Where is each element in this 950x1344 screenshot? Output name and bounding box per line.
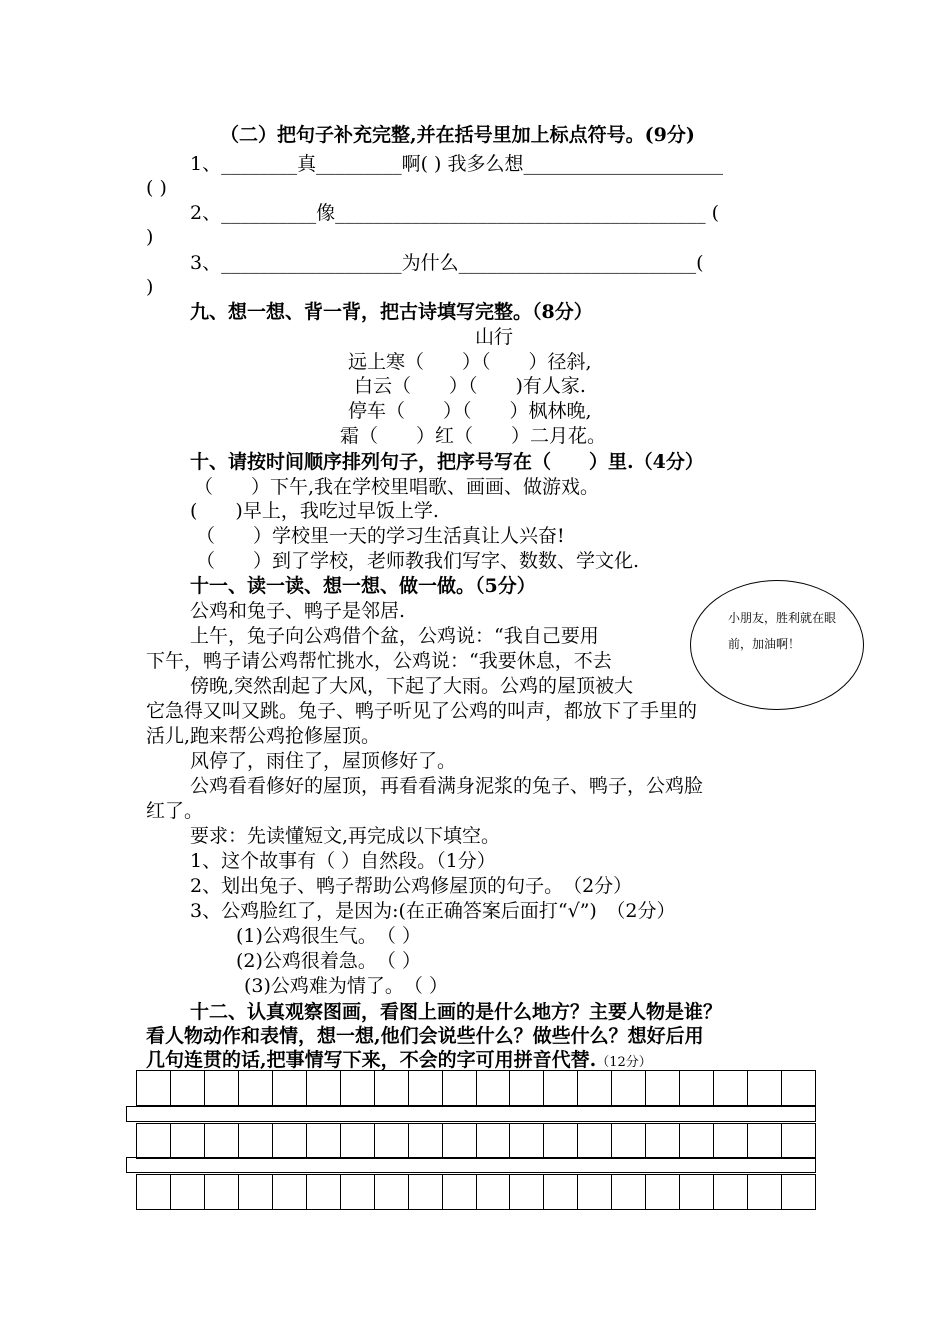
writing-grid-spacer-2	[126, 1157, 816, 1173]
writing-grid-cell[interactable]	[645, 1124, 679, 1158]
writing-grid-cell[interactable]	[340, 1175, 374, 1209]
fill-sentence-3-tail: )	[146, 276, 154, 298]
fill-sentence-2-tail: )	[146, 226, 154, 248]
writing-grid-cell[interactable]	[306, 1175, 340, 1209]
question-3: 3、公鸡脸红了，是因为:(在正确答案后面打“√”) （2分）	[190, 900, 676, 922]
question-1: 1、这个故事有（ ）自然段。（1分）	[190, 850, 496, 872]
writing-grid-cell[interactable]	[476, 1071, 510, 1105]
writing-grid-cell[interactable]	[543, 1124, 577, 1158]
writing-grid-cell[interactable]	[136, 1071, 170, 1105]
order-item-3: （ ）学校里一天的学习生活真让人兴奋!	[190, 525, 565, 547]
poem-line-2: 白云（ ）（ )有人家.	[354, 375, 586, 397]
writing-grid-cell[interactable]	[611, 1071, 645, 1105]
section-12-line-1: 十二、认真观察图画，看图上画的是什么地方？主要人物是谁？	[190, 1001, 723, 1023]
poem-line-4: 霜（ ）红（ ）二月花。	[340, 425, 607, 447]
writing-grid-cell[interactable]	[272, 1124, 306, 1158]
story-para-2a: 上午，兔子向公鸡借个盆，公鸡说：“我自己要用	[190, 625, 599, 647]
poem-line-1: 远上寒（ ）（ ）径斜,	[348, 351, 592, 373]
question-2: 2、划出兔子、鸭子帮助公鸡修屋顶的句子。 （2分）	[190, 875, 633, 897]
story-para-1: 公鸡和兔子、鸭子是邻居.	[190, 600, 406, 622]
writing-grid-cell[interactable]	[136, 1124, 170, 1158]
writing-grid-cell[interactable]	[170, 1071, 204, 1105]
writing-grid-cell[interactable]	[374, 1124, 408, 1158]
writing-grid-cell[interactable]	[238, 1071, 272, 1105]
writing-grid-cell[interactable]	[781, 1124, 816, 1158]
requirement-text: 要求：先读懂短文,再完成以下填空。	[190, 825, 501, 847]
writing-grid-cell[interactable]	[577, 1175, 611, 1209]
writing-grid-cell[interactable]	[442, 1124, 476, 1158]
story-para-3a: 傍晚,突然刮起了大风，下起了大雨。公鸡的屋顶被大	[190, 675, 634, 697]
order-item-4: （ ）到了学校，老师教我们写字、数数、学文化.	[190, 550, 640, 572]
story-para-3b: 它急得又叫又跳。兔子、鸭子听见了公鸡的叫声，都放下了手里的	[146, 700, 698, 722]
section-11-title: 十一、读一读、想一想、做一做。（5分）	[190, 575, 536, 597]
writing-grid-cell[interactable]	[442, 1175, 476, 1209]
writing-grid-cell[interactable]	[713, 1124, 747, 1158]
writing-grid-cell[interactable]	[476, 1175, 510, 1209]
writing-grid-cell[interactable]	[204, 1175, 238, 1209]
writing-grid-cell[interactable]	[645, 1175, 679, 1209]
writing-grid-cell[interactable]	[713, 1175, 747, 1209]
writing-grid-row-2[interactable]	[136, 1123, 816, 1159]
writing-grid-cell[interactable]	[611, 1175, 645, 1209]
story-para-5b: 红了。	[146, 800, 204, 822]
speech-bubble-text: 小朋友，胜利就在眼前，加油啊！	[728, 611, 837, 651]
writing-grid-cell[interactable]	[340, 1124, 374, 1158]
writing-grid-cell[interactable]	[408, 1124, 442, 1158]
writing-grid-cell[interactable]	[781, 1175, 816, 1209]
poem-line-3: 停车（ ）（ ）枫林晚,	[348, 400, 592, 422]
writing-grid-cell[interactable]	[442, 1071, 476, 1105]
writing-grid-cell[interactable]	[645, 1071, 679, 1105]
story-para-5a: 公鸡看看修好的屋顶，再看看满身泥浆的兔子、鸭子，公鸡脸	[190, 775, 704, 797]
writing-grid-cell[interactable]	[679, 1175, 713, 1209]
order-item-2: ( )早上，我吃过早饭上学.	[190, 500, 439, 522]
writing-grid-cell[interactable]	[476, 1124, 510, 1158]
option-2: (2)公鸡很着急。 （ ）	[236, 950, 421, 972]
writing-grid-cell[interactable]	[170, 1175, 204, 1209]
writing-grid-cell[interactable]	[509, 1175, 543, 1209]
section-10-title: 十、请按时间顺序排列句子，把序号写在（ ）里.（4分）	[190, 451, 704, 473]
writing-grid-cell[interactable]	[238, 1124, 272, 1158]
order-item-1: （ ）下午,我在学校里唱歌、画画、做游戏。	[194, 476, 600, 498]
fill-sentence-1-tail: ( )	[146, 177, 167, 199]
story-para-3c: 活儿,跑来帮公鸡抢修屋顶。	[146, 725, 381, 747]
option-1: (1)公鸡很生气。 （ ）	[236, 925, 421, 947]
writing-grid-cell[interactable]	[577, 1071, 611, 1105]
writing-grid-cell[interactable]	[238, 1175, 272, 1209]
poem-title: 山行	[475, 326, 514, 348]
writing-grid-cell[interactable]	[679, 1124, 713, 1158]
writing-grid-spacer-1	[126, 1106, 816, 1122]
option-3: (3)公鸡难为情了。 （ ）	[244, 975, 448, 997]
writing-grid-cell[interactable]	[747, 1071, 781, 1105]
writing-grid-cell[interactable]	[509, 1071, 543, 1105]
fill-sentence-1: 1、________真_________啊( ) 我多么想_____________________	[190, 153, 723, 175]
writing-grid-cell[interactable]	[136, 1175, 170, 1209]
writing-grid-cell[interactable]	[170, 1124, 204, 1158]
section-12-line-3-text: 几句连贯的话,把事情写下来，不会的字可用拼音代替.	[146, 1049, 597, 1071]
writing-grid-cell[interactable]	[509, 1124, 543, 1158]
writing-grid-cell[interactable]	[306, 1124, 340, 1158]
writing-grid-cell[interactable]	[713, 1071, 747, 1105]
writing-grid-cell[interactable]	[781, 1071, 816, 1105]
writing-grid-cell[interactable]	[543, 1175, 577, 1209]
writing-grid-cell[interactable]	[272, 1175, 306, 1209]
writing-grid-cell[interactable]	[374, 1071, 408, 1105]
writing-grid-row-3[interactable]	[136, 1174, 816, 1210]
writing-grid-cell[interactable]	[408, 1175, 442, 1209]
writing-grid-cell[interactable]	[679, 1071, 713, 1105]
fill-sentence-3: 3、___________________为什么_________________________(	[190, 252, 704, 274]
writing-grid-cell[interactable]	[543, 1071, 577, 1105]
writing-grid-cell[interactable]	[272, 1071, 306, 1105]
writing-grid-cell[interactable]	[204, 1071, 238, 1105]
writing-grid-cell[interactable]	[577, 1124, 611, 1158]
section-12-line-2: 看人物动作和表情，想一想,他们会说些什么？做些什么？想好后用	[146, 1025, 704, 1047]
writing-grid-cell[interactable]	[374, 1175, 408, 1209]
writing-grid-cell[interactable]	[747, 1124, 781, 1158]
fill-sentence-2: 2、__________像_______________________________________ (	[190, 202, 720, 224]
writing-grid-row-1[interactable]	[136, 1070, 816, 1106]
writing-grid-cell[interactable]	[747, 1175, 781, 1209]
story-para-2b: 下午，鸭子请公鸡帮忙挑水，公鸡说：“我要休息，不去	[146, 650, 612, 672]
section-2-title: （二）把句子补充完整,并在括号里加上标点符号。(9分)	[220, 124, 695, 146]
section-9-title: 九、想一想、背一背，把古诗填写完整。（8分）	[190, 301, 593, 323]
story-para-4: 风停了，雨住了，屋顶修好了。	[190, 750, 457, 772]
section-12-points: （12分）	[596, 1055, 652, 1070]
writing-grid-cell[interactable]	[408, 1071, 442, 1105]
writing-grid-cell[interactable]	[611, 1124, 645, 1158]
writing-grid-cell[interactable]	[306, 1071, 340, 1105]
writing-grid-cell[interactable]	[204, 1124, 238, 1158]
writing-grid-cell[interactable]	[340, 1071, 374, 1105]
